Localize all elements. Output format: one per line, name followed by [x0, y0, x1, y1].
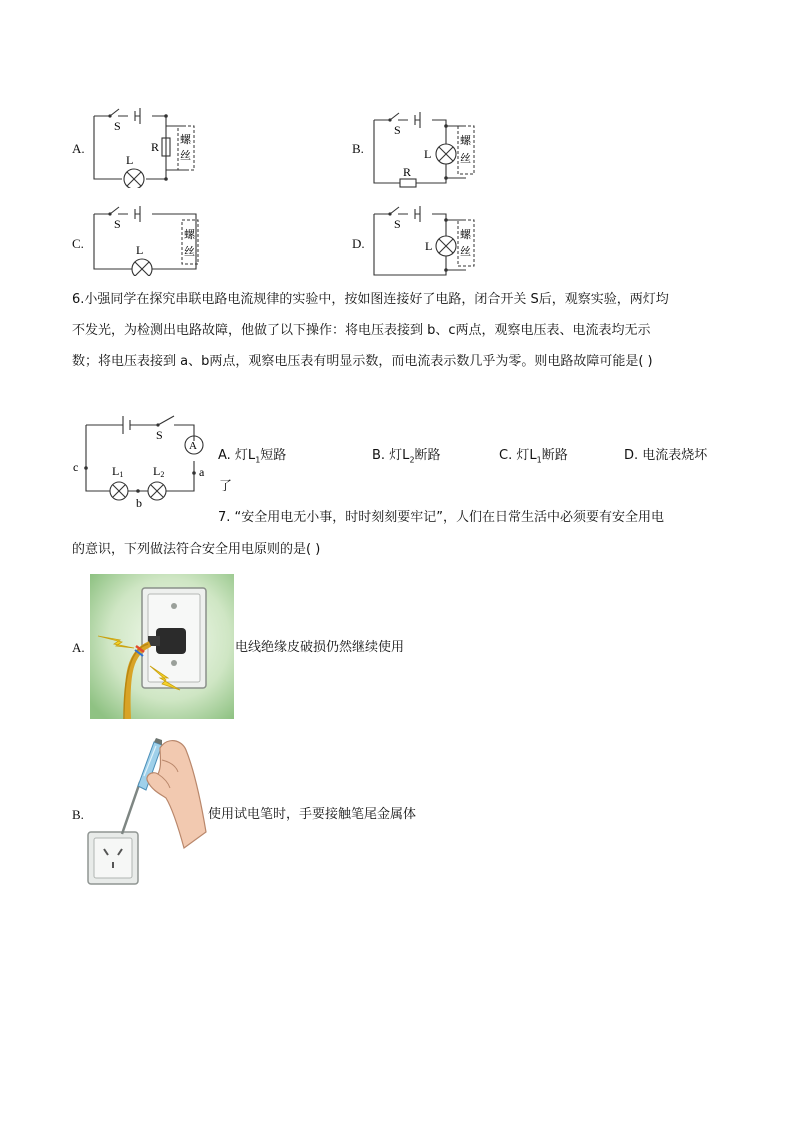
option-d-letter: D. — [352, 236, 365, 251]
q7-line-1: 7. “安全用电无小事，时时刻刻要牢记”，人们在日常生活中必须要有安全用电 — [218, 510, 665, 525]
q6-option-a: A. 灯$L_1$短路 — [218, 448, 287, 465]
switch-lever — [158, 416, 174, 425]
socket-face — [94, 838, 132, 878]
point-a-label: a — [199, 465, 205, 479]
switch-label: S — [394, 123, 401, 137]
coil-box — [458, 126, 474, 174]
junction-dot — [444, 176, 448, 180]
coil-label-1: 螺 — [460, 229, 471, 241]
q6-circuit-diagram — [70, 405, 216, 513]
junction-dot — [444, 124, 448, 128]
wire — [94, 214, 196, 269]
circuit-diagram-c — [88, 200, 218, 276]
q6-option-b: B. 灯$L_2$断路 — [372, 448, 441, 465]
lamp-l1-label: L1 — [112, 464, 124, 479]
screw-icon — [171, 660, 177, 666]
lamp-symbol — [132, 259, 152, 276]
coil-label-2: 丝 — [460, 246, 471, 258]
q7-option-b-text: 使用试电笔时，手要接触笔尾金属体 — [208, 807, 417, 822]
option-a-letter: A. — [72, 141, 85, 156]
point-a-dot — [192, 471, 196, 475]
point-c-label: c — [73, 460, 79, 474]
coil-label-1: 螺 — [184, 229, 195, 241]
option-b-letter: B. — [352, 141, 364, 156]
pen-tip — [122, 782, 140, 834]
lamp-label: L — [126, 153, 134, 167]
plug-body — [156, 628, 186, 654]
junction-dot — [164, 114, 168, 118]
ammeter-label: A — [189, 440, 197, 452]
coil-label-2: 丝 — [180, 150, 191, 162]
test-pen-illustration — [82, 736, 210, 888]
q6-option-d-continuation: 了 — [219, 479, 233, 494]
switch-lever — [390, 113, 399, 120]
switch-lever — [390, 207, 399, 214]
damaged-cord-illustration — [90, 574, 234, 719]
resistor-label: R — [403, 165, 412, 179]
q6-option-d: D. 电流表烧坏 — [624, 448, 708, 463]
q6-line-2: 不发光，为检测出电路故障，他做了以下操作：将电压表接到 b、c两点，观察电压表、电流表均无示 — [72, 323, 651, 338]
q6-line-1: 6.小强同学在探究串联电路电流规律的实验中，按如图连接好了电路，闭合开关 S后，观察实验，两灯均 — [72, 292, 669, 307]
switch-label: S — [114, 119, 121, 133]
q7-option-a-letter: A. — [72, 640, 85, 655]
coil-box — [458, 220, 474, 266]
switch-label: S — [394, 217, 401, 231]
option-c-letter: C. — [72, 236, 84, 251]
coil-box — [178, 126, 194, 170]
coil-label-2: 丝 — [184, 246, 195, 258]
circuit-diagram-a — [88, 102, 218, 188]
resistor-label: R — [151, 140, 160, 154]
point-b-label: b — [136, 496, 142, 510]
q6-line-3: 数；将电压表接到 a、b两点，观察电压表有明显示数，而电流表示数几乎为零。则电路故障可能是( ) — [72, 354, 653, 369]
circuit-diagram-d — [368, 200, 498, 280]
junction-dot — [444, 218, 448, 222]
circuit-diagram-b — [368, 106, 498, 188]
coil-wire — [166, 126, 186, 170]
lamp-l2-label: L2 — [153, 464, 165, 479]
switch-lever — [110, 109, 119, 116]
coil-label-1: 螺 — [460, 135, 471, 147]
junction-dot — [444, 268, 448, 272]
q7-option-b-letter: B. — [72, 807, 84, 822]
junction-dot — [164, 177, 168, 181]
switch-label: S — [114, 217, 121, 231]
resistor-symbol — [400, 179, 416, 187]
q7-line-2: 的意识，下列做法符合安全用电原则的是( ) — [72, 542, 321, 557]
screw-icon — [171, 603, 177, 609]
lamp-label: L — [425, 239, 433, 253]
point-c-dot — [84, 466, 88, 470]
switch-lever — [110, 207, 119, 214]
coil-label-1: 螺 — [180, 134, 191, 146]
coil-label-2: 丝 — [460, 153, 471, 165]
lamp-label: L — [424, 147, 432, 161]
q7-option-a-text: 电线绝缘皮破损仍然继续使用 — [235, 640, 405, 655]
wire — [374, 214, 446, 275]
point-b-dot — [136, 489, 140, 493]
q6-option-c: C. 灯$L_1$断路 — [499, 448, 568, 465]
wire — [86, 425, 194, 491]
switch-label: S — [156, 428, 163, 442]
lamp-label: L — [136, 243, 144, 257]
